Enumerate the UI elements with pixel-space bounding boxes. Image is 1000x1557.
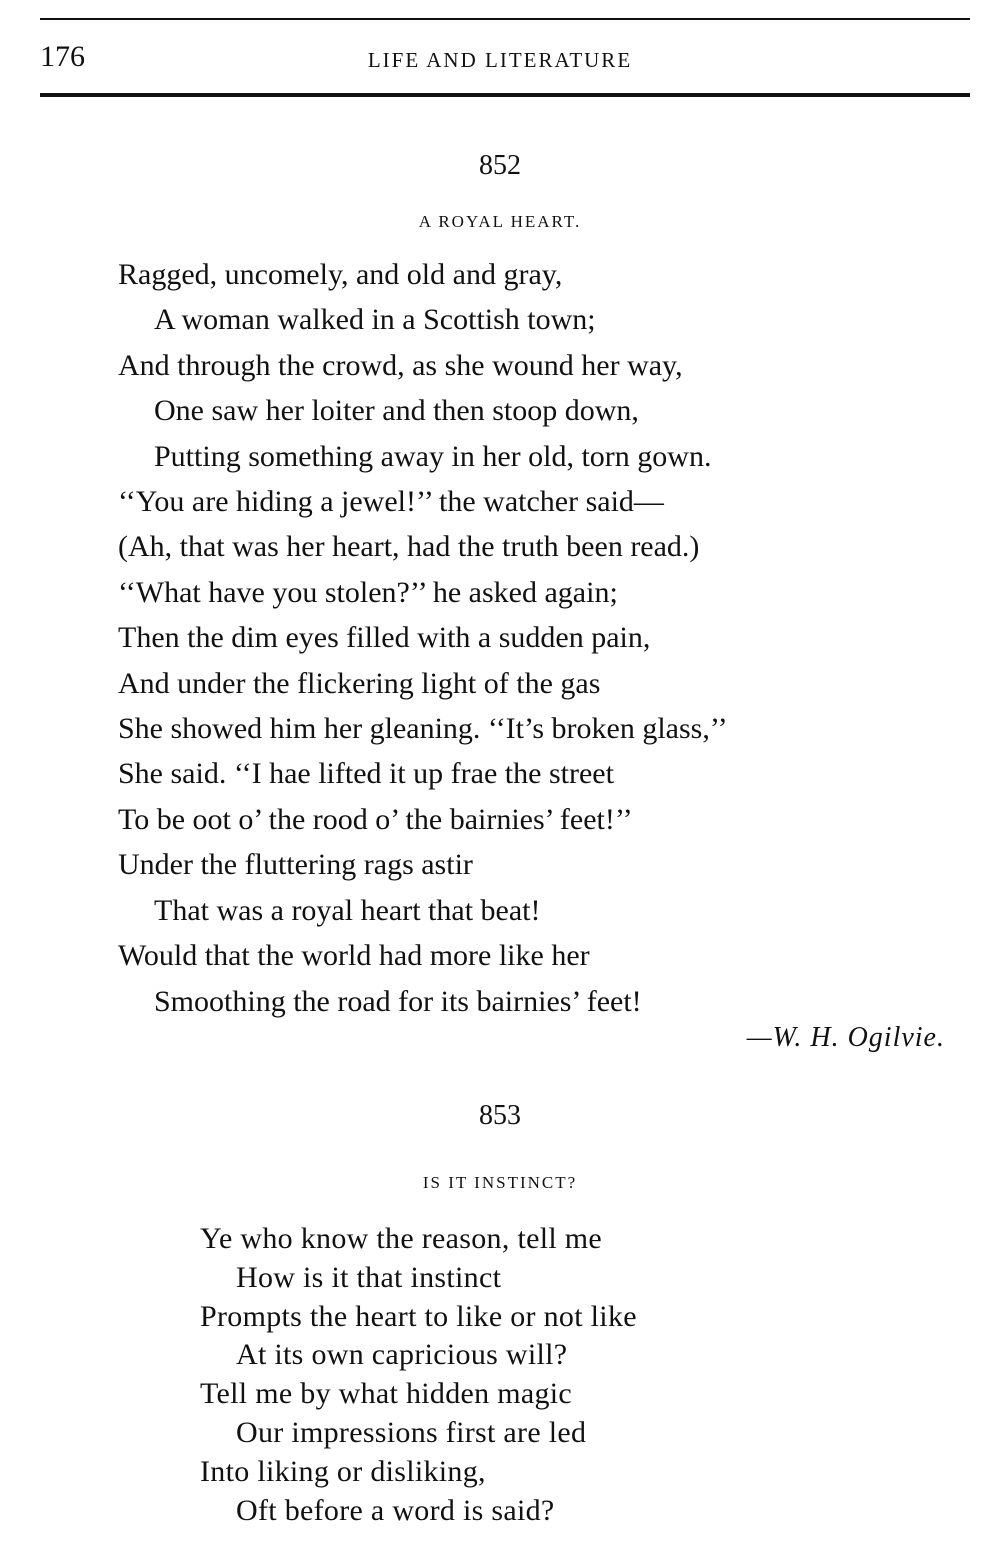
poem-852-attribution: —W. H. Ogilvie. xyxy=(746,1022,945,1053)
poem-line: A woman walked in a Scottish town; xyxy=(154,303,596,337)
poem-line: Into liking or disliking, xyxy=(200,1454,486,1488)
poem-853-title: IS IT INSTINCT? xyxy=(422,1173,578,1192)
poem-line: How is it that instinct xyxy=(236,1260,502,1294)
poem-853-number: 853 xyxy=(479,1100,521,1131)
poem-853-body xyxy=(200,1220,637,1530)
poem-line: Our impressions first are led xyxy=(236,1415,587,1449)
poem-line: ‘‘What have you stolen?’’ he asked again; xyxy=(118,575,618,609)
poem-line: Oft before a word is said? xyxy=(236,1493,555,1527)
poem-line: Smoothing the road for its bairnies’ feet! xyxy=(154,984,642,1018)
poem-line: Would that the world had more like her xyxy=(118,939,590,973)
poem-line: And under the flickering light of the gas xyxy=(118,666,601,700)
poem-line: (Ah, that was her heart, had the truth been read.) xyxy=(118,530,700,564)
poem-line: Tell me by what hidden magic xyxy=(200,1377,573,1411)
poem-line: Putting something away in her old, torn gown. xyxy=(154,439,712,473)
poem-line: Ye who know the reason, tell me xyxy=(200,1222,603,1255)
page-number: 176 xyxy=(40,40,85,73)
poem-line: She showed him her gleaning. ‘‘It’s broken glass,’’ xyxy=(118,712,728,746)
header-top-rule xyxy=(40,18,970,20)
poem-852-title: A ROYAL HEART. xyxy=(418,212,582,231)
poem-line: Under the fluttering rags astir xyxy=(118,848,473,882)
poem-line: ‘‘You are hiding a jewel!’’ the watcher said— xyxy=(118,485,664,519)
poem-line: Ragged, uncomely, and old and gray, xyxy=(118,258,563,291)
poem-line: One saw her loiter and then stoop down, xyxy=(154,394,639,428)
poem-852-body xyxy=(118,252,728,1024)
poem-line: She said. ‘‘I hae lifted it up frae the street xyxy=(118,757,614,791)
poem-852-number: 852 xyxy=(479,150,521,181)
poem-line: And through the crowd, as she wound her way, xyxy=(118,348,683,382)
poem-line: That was a royal heart that beat! xyxy=(154,893,541,927)
running-head: LIFE AND LITERATURE xyxy=(367,48,633,72)
poem-line: To be oot o’ the rood o’ the bairnies’ feet!’’ xyxy=(118,802,633,836)
poem-line: At its own capricious will? xyxy=(236,1338,568,1372)
poem-line: Then the dim eyes filled with a sudden pain, xyxy=(118,621,651,655)
poem-line: Prompts the heart to like or not like xyxy=(200,1299,637,1333)
header-bottom-rule xyxy=(40,93,970,97)
